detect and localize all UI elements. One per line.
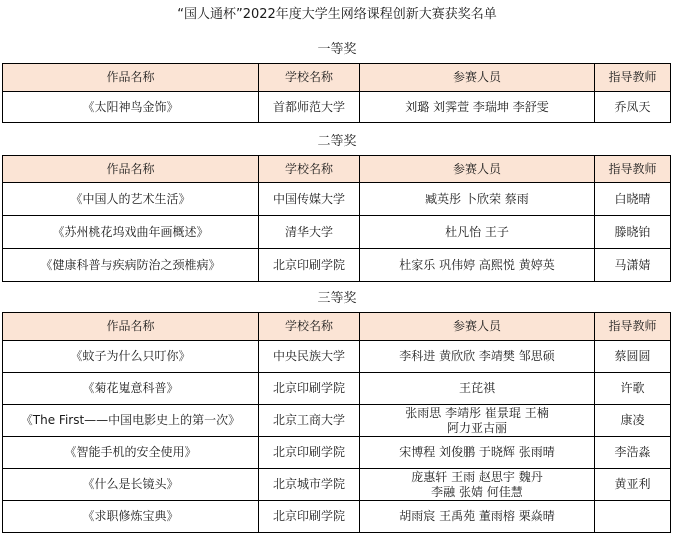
work-cell: 《苏州桃花坞戏曲年画概述》 xyxy=(3,216,259,249)
members-cell: 宋博程 刘俊鹏 于晓辉 张雨晴 xyxy=(360,437,595,469)
school-cell: 中国传媒大学 xyxy=(259,183,360,216)
work-cell: 《太阳神鸟金饰》 xyxy=(3,92,259,123)
advisor-cell: 马潇婧 xyxy=(595,249,671,282)
work-cell: 《智能手机的安全使用》 xyxy=(3,437,259,469)
header-advisor: 指导教师 xyxy=(595,64,671,92)
table-row xyxy=(3,249,671,282)
table-row xyxy=(3,501,671,533)
section-title-third-prize: 三等奖 xyxy=(317,291,357,306)
second-prize-table xyxy=(2,155,671,282)
advisor-cell: 许歌 xyxy=(595,373,671,405)
header-members: 参赛人员 xyxy=(360,313,595,341)
school-cell: 清华大学 xyxy=(259,216,360,249)
table-row xyxy=(3,469,671,501)
header-work: 作品名称 xyxy=(3,64,259,92)
school-cell: 北京印刷学院 xyxy=(259,373,360,405)
header-school: 学校名称 xyxy=(259,156,360,183)
table-header-row xyxy=(3,156,671,183)
header-members: 参赛人员 xyxy=(360,64,595,92)
work-cell: 《什么是长镜头》 xyxy=(3,469,259,501)
page-title: “国人通杯”2022年度大学生网络课程创新大赛获奖名单 xyxy=(177,7,497,22)
members-cell: 胡雨宸 王禹苑 董雨榕 栗焱晴 xyxy=(360,501,595,533)
work-cell: 《求职修炼宝典》 xyxy=(3,501,259,533)
header-members: 参赛人员 xyxy=(360,156,595,183)
work-cell: 《菊花嵬意科普》 xyxy=(3,373,259,405)
table-header-row xyxy=(3,313,671,341)
table-row xyxy=(3,216,671,249)
advisor-cell: 李浩淼 xyxy=(595,437,671,469)
work-cell: 《蚊子为什么只叮你》 xyxy=(3,341,259,373)
table-header-row xyxy=(3,64,671,92)
school-cell: 北京印刷学院 xyxy=(259,437,360,469)
school-cell: 首都师范大学 xyxy=(259,92,360,123)
advisor-cell: 康凌 xyxy=(595,405,671,437)
table-row xyxy=(3,437,671,469)
work-cell: 《The First——中国电影史上的第一次》 xyxy=(3,405,259,437)
school-cell: 中央民族大学 xyxy=(259,341,360,373)
work-cell: 《健康科普与疾病防治之颈椎病》 xyxy=(3,249,259,282)
members-cell: 杜家乐 巩伟婷 高熙悦 黄婷英 xyxy=(360,249,595,282)
header-advisor: 指导教师 xyxy=(595,313,671,341)
school-cell: 北京城市学院 xyxy=(259,469,360,501)
members-cell: 杜凡怡 王子 xyxy=(360,216,595,249)
table-row xyxy=(3,183,671,216)
header-work: 作品名称 xyxy=(3,156,259,183)
table-row xyxy=(3,92,671,123)
table-row xyxy=(3,405,671,437)
members-cell: 庞惠轩 王雨 赵思宇 魏丹 李融 张婧 何佳慧 xyxy=(360,469,595,501)
section-title-second-prize: 二等奖 xyxy=(317,134,357,149)
advisor-cell xyxy=(595,501,671,533)
members-cell: 李科进 黄欣欣 李靖樊 邹思硕 xyxy=(360,341,595,373)
header-school: 学校名称 xyxy=(259,64,360,92)
header-work: 作品名称 xyxy=(3,313,259,341)
table-row xyxy=(3,341,671,373)
school-cell: 北京印刷学院 xyxy=(259,501,360,533)
advisor-cell: 白晓晴 xyxy=(595,183,671,216)
third-prize-table xyxy=(2,312,671,533)
table-row xyxy=(3,373,671,405)
members-cell: 刘璐 刘霁萱 李瑞坤 李舒雯 xyxy=(360,92,595,123)
school-cell: 北京印刷学院 xyxy=(259,249,360,282)
header-school: 学校名称 xyxy=(259,313,360,341)
section-title-first-prize: 一等奖 xyxy=(317,42,357,57)
advisor-cell: 蔡圆圆 xyxy=(595,341,671,373)
advisor-cell: 黄亚利 xyxy=(595,469,671,501)
school-cell: 北京工商大学 xyxy=(259,405,360,437)
members-cell: 王芘祺 xyxy=(360,373,595,405)
members-cell: 臧英彤 卜欣荣 蔡雨 xyxy=(360,183,595,216)
advisor-cell: 乔凤天 xyxy=(595,92,671,123)
first-prize-table xyxy=(2,63,671,123)
work-cell: 《中国人的艺术生活》 xyxy=(3,183,259,216)
header-advisor: 指导教师 xyxy=(595,156,671,183)
advisor-cell: 滕晓铂 xyxy=(595,216,671,249)
members-cell: 张雨思 李靖彤 崔景琨 王楠 阿力亚古丽 xyxy=(360,405,595,437)
